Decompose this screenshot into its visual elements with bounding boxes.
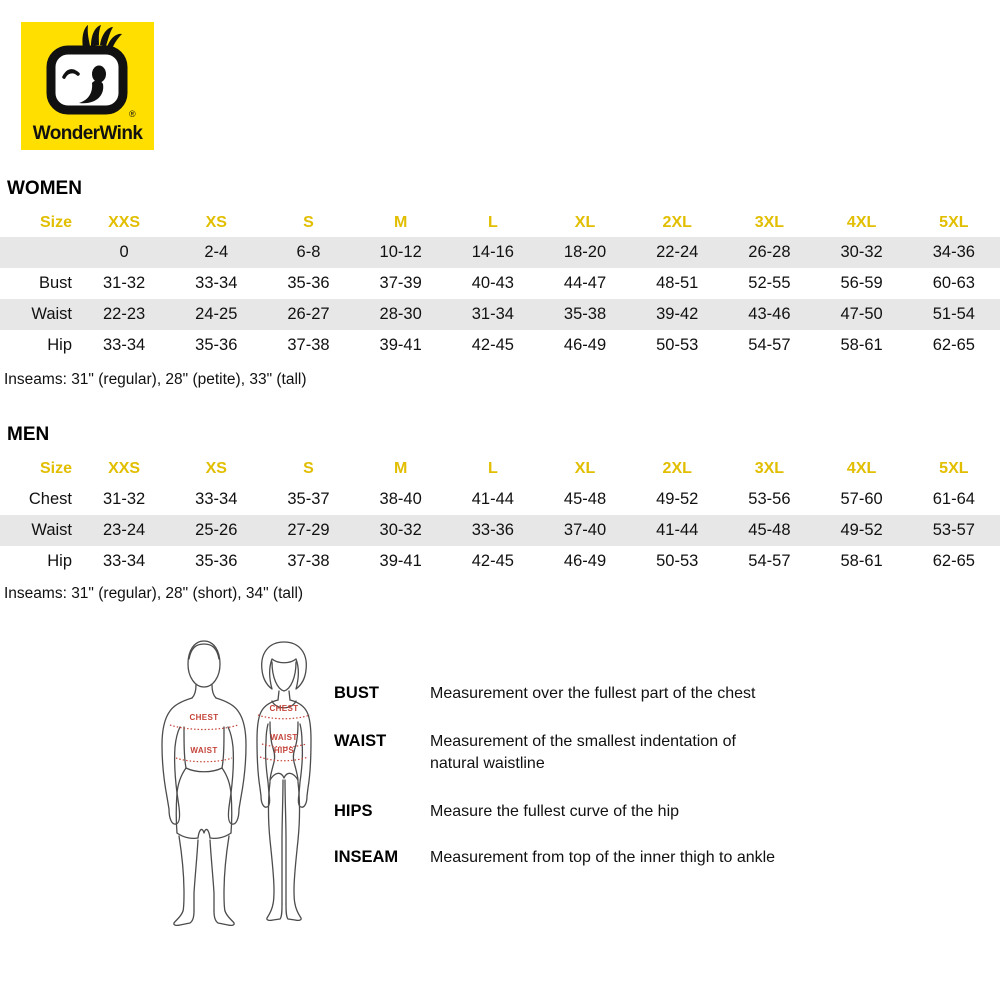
size-value-cell: 60-63: [932, 274, 975, 292]
row-label: Bust: [38, 274, 72, 292]
column-header-s: S: [303, 213, 314, 231]
size-value-cell: 58-61: [840, 552, 883, 570]
size-value-cell: 42-45: [471, 336, 514, 354]
size-value-cell: 46-49: [563, 552, 607, 570]
size-value-cell: 41-44: [656, 521, 699, 539]
size-value-cell: 37-38: [287, 336, 330, 354]
size-value-cell: 31-34: [471, 305, 514, 323]
column-header-2xl: 2XL: [662, 213, 692, 231]
column-header-3xl: 3XL: [754, 460, 785, 477]
size-value-cell: 50-53: [656, 552, 699, 570]
column-header-l: L: [487, 213, 498, 231]
size-value-cell: 35-37: [287, 490, 330, 508]
size-value-cell: 31-32: [102, 490, 146, 508]
size-value-cell: 43-46: [748, 305, 791, 323]
definition-row: [334, 801, 894, 823]
size-value-cell: 30-32: [840, 243, 883, 261]
women-table-body: [0, 237, 1000, 361]
size-column-header: Size: [39, 460, 72, 477]
size-value-cell: 35-38: [563, 305, 607, 323]
table-row: [0, 484, 1000, 515]
column-header-m: M: [393, 460, 408, 477]
size-value-cell: 27-29: [287, 521, 330, 539]
men-size-table: [0, 454, 1000, 577]
column-header-s: S: [303, 460, 314, 477]
column-header-5xl: 5XL: [939, 213, 969, 231]
size-value-cell: 26-27: [287, 305, 330, 323]
male-waist-label: WAIST: [190, 746, 218, 755]
definition-row: [334, 683, 894, 705]
size-value-cell: 39-42: [656, 305, 699, 323]
size-value-cell: 33-34: [102, 336, 146, 354]
size-value-cell: 34-36: [932, 243, 975, 261]
size-value-cell: 45-48: [748, 521, 791, 539]
women-inseams-note: Inseams: 31" (regular), 28" (petite), 33" (tall): [4, 371, 307, 388]
size-value-cell: 61-64: [932, 490, 975, 508]
size-value-cell: 10-12: [379, 243, 422, 261]
size-value-cell: 52-55: [748, 274, 791, 292]
women-section-title: WOMEN: [7, 178, 82, 199]
women-table-header: [0, 208, 1000, 237]
size-value-cell: 51-54: [932, 305, 975, 323]
size-value-cell: 41-44: [471, 490, 514, 508]
column-header-m: M: [393, 213, 408, 231]
row-label: Hip: [47, 552, 72, 570]
column-header-2xl: 2XL: [662, 460, 692, 477]
female-waist-label: WAIST: [270, 733, 298, 742]
size-value-cell: 24-25: [195, 305, 238, 323]
men-table-body: [0, 484, 1000, 577]
column-header-xs: XS: [205, 213, 227, 231]
size-value-cell: 49-52: [840, 521, 883, 539]
size-value-cell: 62-65: [932, 336, 975, 354]
table-row: [0, 546, 1000, 577]
size-value-cell: 37-38: [287, 552, 330, 570]
size-value-cell: 49-52: [656, 490, 699, 508]
size-value-cell: 33-36: [471, 521, 514, 539]
column-header-5xl: 5XL: [939, 460, 969, 477]
size-value-cell: 2-4: [204, 243, 229, 261]
size-value-cell: 35-36: [287, 274, 330, 292]
men-section-title: MEN: [7, 424, 50, 445]
female-figure-illustration: [228, 630, 340, 925]
column-header-4xl: 4XL: [846, 460, 877, 477]
definition-description: Measure the fullest curve of the hip: [430, 803, 680, 820]
size-value-cell: 39-41: [379, 552, 422, 570]
size-value-cell: 22-24: [656, 243, 699, 261]
column-header-xxs: XXS: [108, 213, 141, 231]
size-column-header: Size: [39, 213, 72, 231]
female-chest-label: CHEST: [269, 704, 299, 713]
definition-row: [334, 847, 894, 869]
definition-term: BUST: [334, 684, 379, 702]
size-value-cell: 42-45: [471, 552, 514, 570]
size-value-cell: 44-47: [563, 274, 607, 292]
table-row: [0, 268, 1000, 299]
size-value-cell: 22-23: [102, 305, 146, 323]
measurement-definitions: [334, 683, 894, 895]
size-value-cell: 35-36: [195, 336, 238, 354]
size-value-cell: 47-50: [840, 305, 883, 323]
size-value-cell: 46-49: [563, 336, 607, 354]
table-row: [0, 299, 1000, 330]
size-value-cell: 50-53: [656, 336, 699, 354]
definition-description: Measurement over the fullest part of the chest: [430, 685, 756, 702]
size-value-cell: 25-26: [195, 521, 238, 539]
row-label: Waist: [31, 305, 72, 323]
female-hips-label: HIPS: [273, 746, 295, 755]
size-value-cell: 33-34: [195, 274, 238, 292]
male-chest-label: CHEST: [189, 713, 219, 722]
definition-row: [334, 731, 894, 775]
size-value-cell: 0: [119, 243, 129, 261]
size-value-cell: 28-30: [379, 305, 422, 323]
definition-term: WAIST: [334, 732, 387, 750]
size-value-cell: 58-61: [840, 336, 883, 354]
size-value-cell: 31-32: [102, 274, 146, 292]
column-header-xl: XL: [574, 213, 596, 231]
table-row: [0, 237, 1000, 268]
row-label: Chest: [28, 490, 72, 508]
size-value-cell: 6-8: [296, 243, 321, 261]
size-value-cell: 26-28: [748, 243, 791, 261]
size-value-cell: 53-57: [932, 521, 975, 539]
size-value-cell: 37-39: [379, 274, 422, 292]
size-value-cell: 33-34: [195, 490, 238, 508]
size-value-cell: 14-16: [471, 243, 514, 261]
size-value-cell: 56-59: [840, 274, 883, 292]
column-header-4xl: 4XL: [846, 213, 877, 231]
size-value-cell: 38-40: [379, 490, 422, 508]
size-value-cell: 40-43: [471, 274, 514, 292]
column-header-xxs: XXS: [108, 460, 141, 477]
size-value-cell: 53-56: [748, 490, 791, 508]
wonderwink-logo: [21, 22, 154, 150]
women-size-table: [0, 208, 1000, 361]
size-value-cell: 37-40: [563, 521, 607, 539]
size-value-cell: 62-65: [932, 552, 975, 570]
header-row: [0, 454, 1000, 484]
size-value-cell: 23-24: [102, 521, 146, 539]
column-header-3xl: 3XL: [754, 213, 785, 231]
size-value-cell: 18-20: [563, 243, 607, 261]
header-row: [0, 208, 1000, 237]
size-value-cell: 45-48: [563, 490, 607, 508]
brand-name: WonderWink: [32, 123, 143, 144]
column-header-xl: XL: [574, 460, 596, 477]
column-header-l: L: [487, 460, 498, 477]
definition-term: HIPS: [334, 802, 373, 820]
size-value-cell: 54-57: [748, 552, 791, 570]
definition-description: Measurement from top of the inner thigh to ankle: [430, 849, 776, 866]
size-value-cell: 30-32: [379, 521, 422, 539]
definition-description: Measurement of the smallest indentation of natural waistline: [430, 733, 736, 772]
column-header-xs: XS: [205, 460, 227, 477]
definition-term: INSEAM: [334, 848, 399, 866]
row-label: [0, 237, 78, 268]
size-value-cell: 33-34: [102, 552, 146, 570]
size-value-cell: 39-41: [379, 336, 422, 354]
table-row: [0, 330, 1000, 361]
table-row: [0, 515, 1000, 546]
row-label: Hip: [47, 336, 72, 354]
row-label: Waist: [31, 521, 72, 539]
size-value-cell: 35-36: [195, 552, 238, 570]
size-value-cell: 48-51: [656, 274, 699, 292]
men-inseams-note: Inseams: 31" (regular), 28" (short), 34" (tall): [4, 585, 304, 602]
size-value-cell: 54-57: [748, 336, 791, 354]
registered-mark: ®: [129, 109, 136, 119]
size-value-cell: 57-60: [840, 490, 883, 508]
men-table-header: [0, 454, 1000, 484]
